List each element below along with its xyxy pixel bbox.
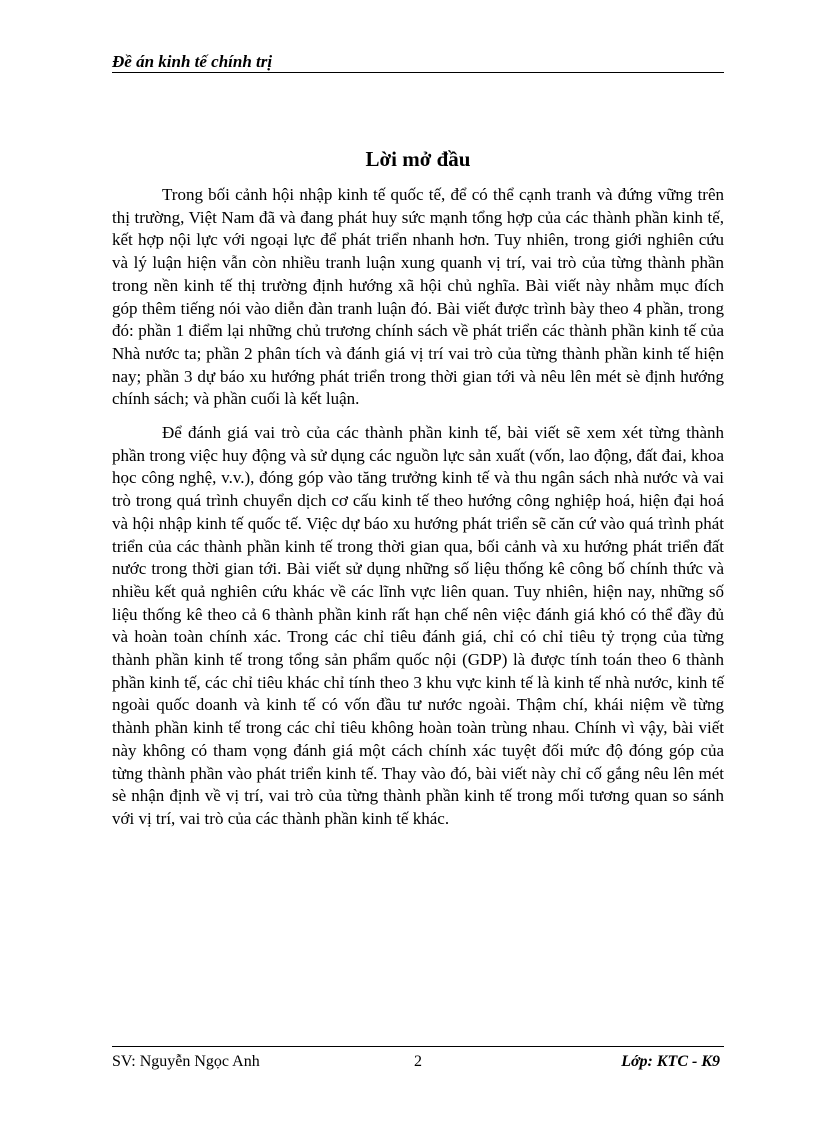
page-footer [112, 1046, 724, 1077]
footer-author: SV: Nguyễn Ngọc Anh [112, 1053, 260, 1070]
paragraph-1: Trong bối cảnh hội nhập kinh tế quốc tế, để có thể cạnh tranh và đứng vững trên thị trường, Việt Nam đã và đang phát huy sức mạnh tổng hợp của các thành phần kinh tế, kết hợp nội lực với ngoại lực để phát triển nhanh hơn. Tuy nhiên, trong giới nghiên cứu và lý luận hiện vẫn còn nhiều tranh luận xung quanh vị trí, vai trò của từng thành phần trong nền kinh tế thị trường định hướng xã hội chủ nghĩa. Bài viết này nhằm mục đích góp thêm tiếng nói vào diễn đàn tranh luận đó. Bài viết được trình bày theo 4 phần, trong đó: phần 1 điểm lại những chủ trương chính sách về phát triển các thành phần kinh tế của Nhà nước ta; phần 2 phân tích và đánh giá vị trí vai trò của từng thành phần kinh tế hiện nay; phần 3 dự báo xu hướng phát triển trong thời gian tới và nêu lên mét sè định hướng chính sách; và phần cuối là kết luận. [112, 185, 724, 409]
paragraph-2: Để đánh giá vai trò của các thành phần kinh tế, bài viết sẽ xem xét từng thành phần trong việc huy động và sử dụng các nguồn lực sản xuất (vốn, lao động, đất đai, khoa học công nghệ, v.v.), đóng góp vào tăng trưởng kinh tế và thu ngân sách nhà nước và vai trò trong quá trình chuyển dịch cơ cấu kinh tế theo hướng công nghiệp hoá, hiện đại hoá và hội nhập kinh tế quốc tế. Việc dự báo xu hướng phát triển sẽ căn cứ vào quá trình phát triển của các thành phần kinh tế trong thời gian qua, bối cảnh và xu hướng phát triển đất nước trong thời gian tới. Bài viết sử dụng những số liệu thống kê công bố chính thức và nhiều kết quả nghiên cứu khác về các lĩnh vực liên quan. Tuy nhiên, hiện nay, những số liệu thống kê theo cả 6 thành phần kinh rất hạn chế nên việc đánh giá khó có thể đầy đủ và hoàn toàn chính xác. Trong các chỉ tiêu đánh giá, chỉ có chỉ tiêu tỷ trọng của từng thành phần kinh tế trong tổng sản phẩm quốc nội (GDP) là được tính toán theo 6 thành phần kinh tế, các chỉ tiêu khác chỉ tính theo 3 khu vực kinh tế là kinh tế nhà nước, kinh tế ngoài quốc doanh và kinh tế có vốn đầu tư nước ngoài. Thậm chí, khái niệm về từng thành phần kinh tế trong các chỉ tiêu không hoàn toàn trùng nhau. Chính vì vậy, bài viết này không có tham vọng đánh giá một cách chính xác tuyệt đối mức độ đóng góp của từng thành phần vào phát triển kinh tế. Thay vào đó, bài viết này chỉ cố gắng nêu lên mét sè nhận định về vị trí, vai trò của từng thành phần kinh tế trong mối tương quan so sánh với vị trí, vai trò của các thành phần kinh tế khác. [112, 423, 724, 828]
footer-class-label: Lớp: KTC - K9 [621, 1053, 720, 1070]
page-header [112, 50, 724, 73]
document-body [112, 184, 724, 842]
page-title: Lời mở đầu [365, 147, 471, 171]
page-number: 2 [414, 1053, 422, 1070]
header-title: Đề án kinh tế chính trị [112, 52, 273, 71]
